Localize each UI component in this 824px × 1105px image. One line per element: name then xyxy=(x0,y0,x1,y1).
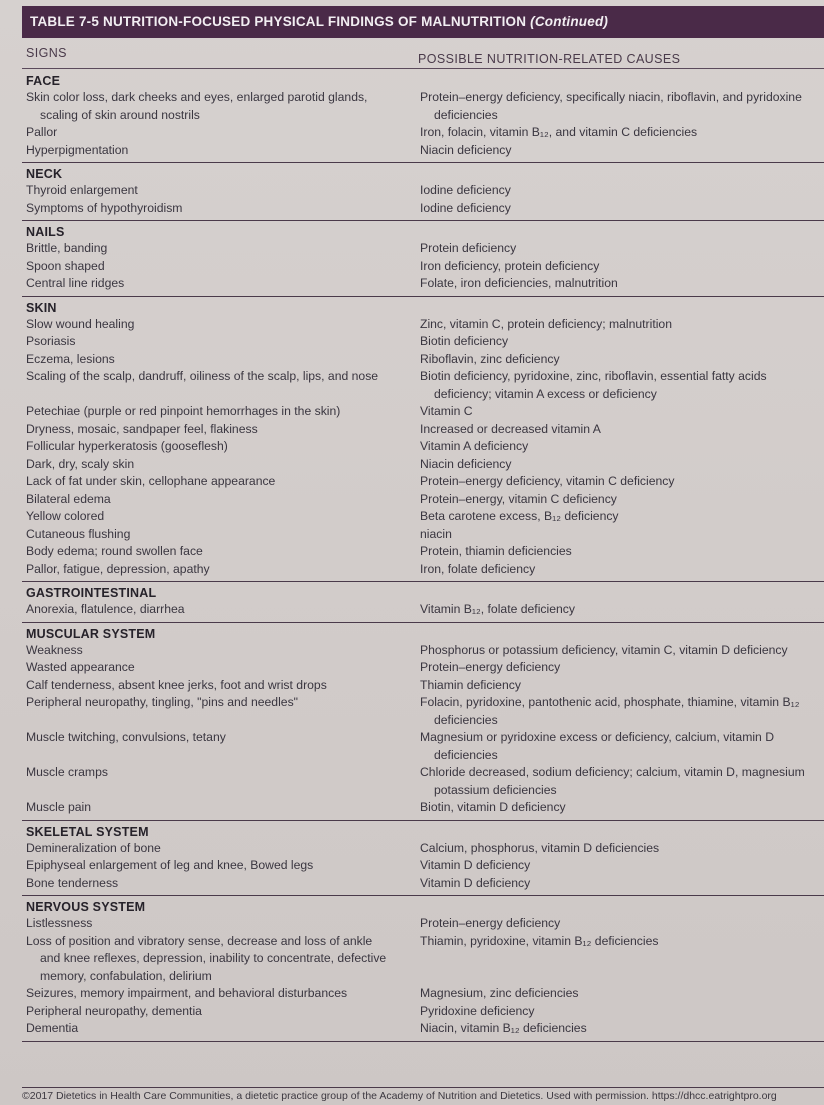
table-row xyxy=(22,89,824,124)
sign-cell xyxy=(22,601,414,619)
sign-text-continued: scaling of skin around nostrils xyxy=(40,107,200,122)
sign-text: Body edema; round swollen face xyxy=(26,544,203,558)
sign-cell xyxy=(22,840,414,858)
cause-cell xyxy=(414,933,824,986)
table-row xyxy=(22,561,824,579)
table-row xyxy=(22,1020,824,1038)
cause-text: Vitamin D deficiency xyxy=(420,858,531,872)
table-row xyxy=(22,659,824,677)
cause-text: Iron deficiency, protein deficiency xyxy=(420,258,600,273)
section-title: FACE xyxy=(26,74,61,88)
cause-text: Vitamin C xyxy=(420,404,473,418)
sign-cell xyxy=(22,561,414,579)
sign-text: Listlessness xyxy=(26,916,93,930)
sign-text: Petechiae (purple or red pinpoint hemorrhages in the skin) xyxy=(26,404,341,418)
cause-cell xyxy=(414,275,824,293)
sign-cell xyxy=(22,368,414,403)
cause-cell xyxy=(414,642,824,660)
table-row xyxy=(22,508,824,526)
sign-cell xyxy=(22,857,414,875)
cause-text: Phosphorus or potassium deficiency, vitamin C, vitamin D deficiency xyxy=(420,642,788,657)
sign-text: Epiphyseal enlargement of leg and knee, Bowed legs xyxy=(26,858,314,872)
sign-cell xyxy=(22,142,414,160)
cause-cell xyxy=(414,543,824,561)
cause-cell xyxy=(414,473,824,491)
section-title: NAILS xyxy=(26,225,65,239)
table-row xyxy=(22,764,824,799)
cause-cell xyxy=(414,333,824,351)
table-row xyxy=(22,857,824,875)
sign-text: Muscle twitching, convulsions, tetany xyxy=(26,730,226,744)
cause-cell xyxy=(414,799,824,817)
cause-text: Iron, folacin, vitamin B₁₂, and vitamin C deficiencies xyxy=(420,125,698,139)
sign-text: Pallor xyxy=(26,125,58,139)
cause-text: Biotin deficiency, pyridoxine, zinc, riboflavin, essential fatty acids xyxy=(420,369,767,383)
cause-text: Vitamin B₁₂, folate deficiency xyxy=(420,602,575,616)
cause-cell xyxy=(414,840,824,858)
table-section xyxy=(22,163,824,221)
sign-cell xyxy=(22,473,414,491)
cause-text: Vitamin D deficiency xyxy=(420,875,531,890)
cause-cell xyxy=(414,403,824,421)
sign-cell xyxy=(22,89,414,124)
sign-text: Loss of position and vibratory sense, decrease and loss of ankle xyxy=(26,933,373,948)
table-row xyxy=(22,438,824,456)
table-row xyxy=(22,142,824,160)
table-row xyxy=(22,840,824,858)
table-row xyxy=(22,473,824,491)
table-row xyxy=(22,642,824,660)
sign-cell xyxy=(22,275,414,293)
sign-cell xyxy=(22,659,414,677)
cause-text-continued: deficiencies xyxy=(434,747,498,762)
sign-cell xyxy=(22,764,414,799)
column-header-causes: POSSIBLE NUTRITION-RELATED CAUSES xyxy=(418,52,681,66)
cause-text: Vitamin A deficiency xyxy=(420,439,529,453)
sign-text: Follicular hyperkeratosis (gooseflesh) xyxy=(26,439,228,453)
sign-text: Slow wound healing xyxy=(26,316,135,331)
table-row xyxy=(22,182,824,200)
cause-cell xyxy=(414,258,824,276)
cause-cell xyxy=(414,89,824,124)
table-row xyxy=(22,200,824,218)
cause-cell xyxy=(414,875,824,893)
table-continued-label: (Continued) xyxy=(530,14,609,29)
cause-cell xyxy=(414,438,824,456)
table-row xyxy=(22,915,824,933)
table-body xyxy=(22,70,824,1042)
sign-text: Weakness xyxy=(26,642,83,657)
cause-text-continued: potassium deficiencies xyxy=(434,782,557,797)
cause-cell xyxy=(414,659,824,677)
table-section xyxy=(22,297,824,583)
cause-text: niacin xyxy=(420,526,452,541)
sign-text: Hyperpigmentation xyxy=(26,142,129,157)
sign-cell xyxy=(22,456,414,474)
table-row xyxy=(22,1003,824,1021)
cause-cell xyxy=(414,1020,824,1038)
cause-text: Biotin, vitamin D deficiency xyxy=(420,800,566,814)
cause-text: Zinc, vitamin C, protein deficiency; malnutrition xyxy=(420,316,672,331)
cause-text: Niacin deficiency xyxy=(420,142,512,157)
sign-text: Scaling of the scalp, dandruff, oiliness of the scalp, lips, and nose xyxy=(26,369,379,383)
sign-text: Dark, dry, scaly skin xyxy=(26,456,135,471)
sign-text: Yellow colored xyxy=(26,509,105,523)
cause-text: Magnesium or pyridoxine excess or deficiency, calcium, vitamin D xyxy=(420,730,775,744)
sign-cell xyxy=(22,421,414,439)
sign-text: Bilateral edema xyxy=(26,491,111,506)
sign-text: Wasted appearance xyxy=(26,660,135,674)
sign-cell xyxy=(22,799,414,817)
cause-cell xyxy=(414,124,824,142)
sign-cell xyxy=(22,729,414,764)
sign-cell xyxy=(22,985,414,1003)
sign-cell xyxy=(22,333,414,351)
cause-text: Iron, folate deficiency xyxy=(420,561,536,576)
sign-cell xyxy=(22,677,414,695)
cause-text: Magnesium, zinc deficiencies xyxy=(420,986,579,1000)
table-section xyxy=(22,821,824,897)
cause-text-continued: deficiency; vitamin A excess or deficiency xyxy=(434,386,657,401)
cause-text: Iodine deficiency xyxy=(420,200,511,215)
sign-text: Psoriasis xyxy=(26,334,76,348)
sign-cell xyxy=(22,526,414,544)
sign-text-continued: and knee reflexes, depression, inability to concentrate, defective xyxy=(40,951,387,965)
cause-text: Protein, thiamin deficiencies xyxy=(420,544,572,558)
table-section xyxy=(22,896,824,1042)
cause-text: Protein–energy deficiency xyxy=(420,660,561,674)
cause-text: Protein deficiency xyxy=(420,241,517,255)
sign-text: Calf tenderness, absent knee jerks, foot and wrist drops xyxy=(26,677,327,692)
section-title: SKIN xyxy=(26,300,57,315)
sign-cell xyxy=(22,1020,414,1038)
cause-text: Increased or decreased vitamin A xyxy=(420,421,601,436)
sign-text: Central line ridges xyxy=(26,276,125,290)
sign-text: Symptoms of hypothyroidism xyxy=(26,200,183,215)
cause-text: Protein–energy deficiency, vitamin C deficiency xyxy=(420,474,675,488)
cause-text: Niacin deficiency xyxy=(420,456,512,471)
cause-text: Protein–energy, vitamin C deficiency xyxy=(420,491,617,506)
table-row xyxy=(22,258,824,276)
cause-text: Chloride decreased, sodium deficiency; calcium, vitamin D, magnesium xyxy=(420,765,805,779)
table-row xyxy=(22,456,824,474)
sign-cell xyxy=(22,316,414,334)
cause-text: Folate, iron deficiencies, malnutrition xyxy=(420,276,618,290)
sign-cell xyxy=(22,642,414,660)
cause-cell xyxy=(414,200,824,218)
sign-cell xyxy=(22,508,414,526)
table-section xyxy=(22,221,824,297)
cause-cell xyxy=(414,508,824,526)
table-row xyxy=(22,491,824,509)
cause-cell xyxy=(414,182,824,200)
sign-text: Eczema, lesions xyxy=(26,351,115,366)
cause-cell xyxy=(414,985,824,1003)
sign-text: Peripheral neuropathy, dementia xyxy=(26,1003,202,1018)
table-row xyxy=(22,677,824,695)
sign-cell xyxy=(22,915,414,933)
sign-text: Brittle, banding xyxy=(26,241,108,255)
sign-text: Thyroid enlargement xyxy=(26,183,138,197)
cause-cell xyxy=(414,316,824,334)
sign-cell xyxy=(22,200,414,218)
sign-text: Cutaneous flushing xyxy=(26,526,131,541)
section-title: SKELETAL SYSTEM xyxy=(26,824,149,839)
sign-text: Dryness, mosaic, sandpaper feel, flakiness xyxy=(26,421,258,436)
cause-cell xyxy=(414,142,824,160)
cause-cell xyxy=(414,351,824,369)
sign-cell xyxy=(22,875,414,893)
sign-text: Peripheral neuropathy, tingling, "pins and needles" xyxy=(26,695,298,709)
table-row xyxy=(22,729,824,764)
table-row xyxy=(22,601,824,619)
cause-text: Riboflavin, zinc deficiency xyxy=(420,351,560,366)
cause-text: Iodine deficiency xyxy=(420,183,511,197)
sign-text: Spoon shaped xyxy=(26,258,105,273)
column-headers xyxy=(22,42,824,69)
cause-cell xyxy=(414,526,824,544)
column-header-signs: SIGNS xyxy=(26,46,67,60)
sign-cell xyxy=(22,403,414,421)
table-section xyxy=(22,582,824,623)
cause-cell xyxy=(414,601,824,619)
table-section xyxy=(22,70,824,163)
table-row xyxy=(22,526,824,544)
cause-cell xyxy=(414,729,824,764)
cause-cell xyxy=(414,421,824,439)
cause-cell xyxy=(414,764,824,799)
cause-text: Protein–energy deficiency xyxy=(420,916,561,930)
table-title: TABLE 7-5 NUTRITION-FOCUSED PHYSICAL FINDINGS OF MALNUTRITION xyxy=(30,14,527,29)
table-row xyxy=(22,985,824,1003)
section-title: NECK xyxy=(26,167,63,181)
table-row xyxy=(22,275,824,293)
sign-text: Anorexia, flatulence, diarrhea xyxy=(26,602,185,616)
sign-cell xyxy=(22,351,414,369)
sign-text: Lack of fat under skin, cellophane appearance xyxy=(26,474,276,488)
sign-text: Bone tenderness xyxy=(26,875,119,890)
cause-cell xyxy=(414,694,824,729)
cause-text-continued: deficiencies xyxy=(434,712,498,727)
cause-text: Thiamin, pyridoxine, vitamin B₁₂ deficiencies xyxy=(420,933,659,948)
table-row xyxy=(22,333,824,351)
cause-text-continued: deficiencies xyxy=(434,107,498,122)
sign-cell xyxy=(22,124,414,142)
sign-cell xyxy=(22,258,414,276)
table-row xyxy=(22,316,824,334)
table-title-bar xyxy=(22,6,824,38)
sign-text: Pallor, fatigue, depression, apathy xyxy=(26,561,210,576)
cause-cell xyxy=(414,1003,824,1021)
table-row xyxy=(22,799,824,817)
sign-cell xyxy=(22,182,414,200)
cause-text: Thiamin deficiency xyxy=(420,677,521,692)
sign-cell xyxy=(22,1003,414,1021)
cause-cell xyxy=(414,915,824,933)
cause-cell xyxy=(414,240,824,258)
sign-text: Muscle pain xyxy=(26,800,92,814)
sign-text: Demineralization of bone xyxy=(26,840,161,855)
sign-cell xyxy=(22,694,414,729)
cause-text: Beta carotene excess, B₁₂ deficiency xyxy=(420,509,619,523)
sign-cell xyxy=(22,543,414,561)
cause-text: Calcium, phosphorus, vitamin D deficiencies xyxy=(420,840,660,855)
sign-text: Dementia xyxy=(26,1021,79,1035)
table-row xyxy=(22,694,824,729)
table-row xyxy=(22,403,824,421)
section-title: MUSCULAR SYSTEM xyxy=(26,626,156,641)
sign-cell xyxy=(22,438,414,456)
sign-text: Skin color loss, dark cheeks and eyes, enlarged parotid glands, xyxy=(26,90,368,104)
cause-text: Niacin, vitamin B₁₂ deficiencies xyxy=(420,1021,587,1035)
table-row xyxy=(22,421,824,439)
cause-text: Protein–energy deficiency, specifically niacin, riboflavin, and pyridoxine xyxy=(420,90,802,104)
cause-cell xyxy=(414,677,824,695)
table-row xyxy=(22,351,824,369)
sign-cell xyxy=(22,491,414,509)
cause-cell xyxy=(414,491,824,509)
table-row xyxy=(22,368,824,403)
section-title: NERVOUS SYSTEM xyxy=(26,900,146,914)
copyright-footer: ©2017 Dietetics in Health Care Communities, a dietetic practice group of the Academy of Nutrition and Dietetics. Used with permission. https://dhcc.eatrightpro.org xyxy=(22,1087,824,1102)
cause-cell xyxy=(414,857,824,875)
sign-cell xyxy=(22,933,414,986)
table-row xyxy=(22,124,824,142)
table-row xyxy=(22,875,824,893)
cause-cell xyxy=(414,368,824,403)
sign-text: Muscle cramps xyxy=(26,765,108,779)
sign-cell xyxy=(22,240,414,258)
cause-text: Folacin, pyridoxine, pantothenic acid, phosphate, thiamine, vitamin B₁₂ xyxy=(420,695,800,709)
section-title: GASTROINTESTINAL xyxy=(26,586,157,600)
table-section xyxy=(22,623,824,821)
sign-text-continued: memory, confabulation, delirium xyxy=(40,968,212,983)
sign-text: Seizures, memory impairment, and behavioral disturbances xyxy=(26,986,348,1000)
cause-cell xyxy=(414,456,824,474)
table-row xyxy=(22,543,824,561)
cause-cell xyxy=(414,561,824,579)
cause-text: Pyridoxine deficiency xyxy=(420,1003,535,1018)
table-row xyxy=(22,933,824,986)
cause-text: Biotin deficiency xyxy=(420,334,509,348)
table-row xyxy=(22,240,824,258)
